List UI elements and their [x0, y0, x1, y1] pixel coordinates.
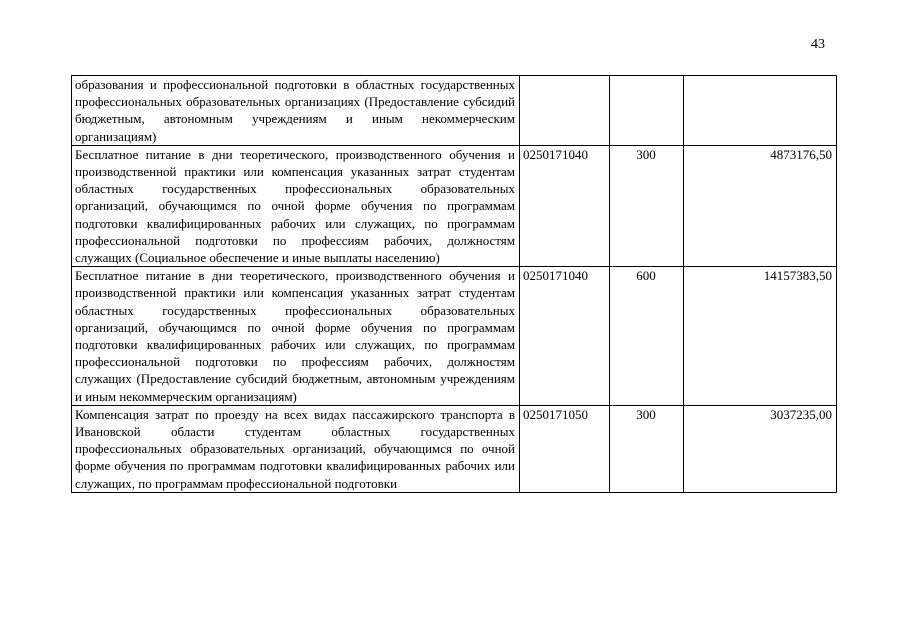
table-row [72, 405, 837, 492]
budget-table [71, 75, 837, 493]
table-row [72, 145, 837, 266]
row-amount [684, 76, 837, 146]
row-amount: 3037235,00 [684, 405, 837, 492]
row-expense-type: 300 [610, 405, 684, 492]
row-target-code: 0250171040 [520, 145, 610, 266]
row-description: Бесплатное питание в дни теоретического, производственного обучения и производственной практики или компенсация указанных затрат студентам областных государственных профессиональных образовательных организаций, обучающимся по очной форме обучения по программам подготовки квалифицированных рабочих или служащих, по программам профессиональной подготовки по профессиям рабочих, должностям служащих (Социальное обеспечение и иные выплаты населению) [72, 145, 520, 266]
table-row [72, 76, 837, 146]
page-number: 43 [811, 37, 825, 52]
row-target-code [520, 76, 610, 146]
row-description: Компенсация затрат по проезду на всех видах пассажирского транспорта в Ивановской области студентам областных государственных профессиональных образовательных организаций, обучающимся по очной форме обучения по программам подготовки квалифицированных рабочих или служащих, по программам профессиональной подготовки [72, 405, 520, 492]
row-expense-type: 600 [610, 267, 684, 406]
row-expense-type: 300 [610, 145, 684, 266]
row-expense-type [610, 76, 684, 146]
row-target-code: 0250171050 [520, 405, 610, 492]
table-row [72, 267, 837, 406]
row-target-code: 0250171040 [520, 267, 610, 406]
row-description: Бесплатное питание в дни теоретического, производственного обучения и производственной практики или компенсация указанных затрат студентам областных государственных профессиональных образовательных организаций, обучающимся по очной форме обучения по программам подготовки квалифицированных рабочих или служащих, по программам профессиональной подготовки по профессиям рабочих, должностям служащих (Предоставление субсидий бюджетным, автономным учреждениям и иным некоммерческим организациям) [72, 267, 520, 406]
row-amount: 4873176,50 [684, 145, 837, 266]
row-description: образования и профессиональной подготовки в областных государственных профессиональных образовательных организациях (Предоставление субсидий бюджетным, автономным учреждениям и иным некоммерческим организациям) [72, 76, 520, 146]
row-amount: 14157383,50 [684, 267, 837, 406]
